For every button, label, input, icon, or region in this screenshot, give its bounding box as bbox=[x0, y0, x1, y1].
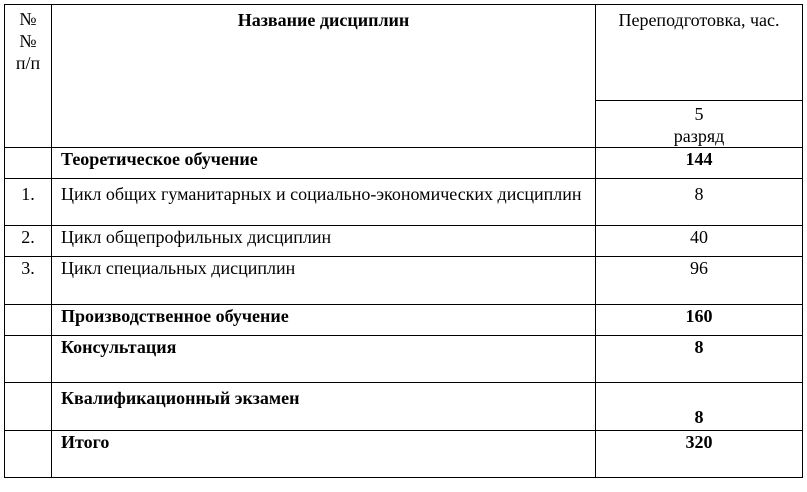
row-name: Итого bbox=[52, 431, 596, 478]
header-hours-label: Переподготовка, час. bbox=[618, 10, 780, 30]
table-row bbox=[5, 257, 803, 305]
row-number bbox=[5, 305, 52, 336]
row-name: Производственное обучение bbox=[52, 305, 596, 336]
row-number bbox=[5, 148, 52, 179]
row-number: 3. bbox=[5, 257, 52, 305]
table-row bbox=[5, 336, 803, 383]
row-hours: 320 bbox=[596, 431, 803, 478]
row-hours: 8 bbox=[596, 179, 803, 226]
row-number bbox=[5, 336, 52, 383]
row-name: Квалификационный экзамен bbox=[52, 383, 596, 431]
row-hours: 8 bbox=[596, 383, 803, 431]
header-number-cell bbox=[5, 5, 52, 148]
row-name: Теоретическое обучение bbox=[52, 148, 596, 179]
row-number bbox=[5, 431, 52, 478]
header-name-cell bbox=[52, 5, 596, 148]
row-hours: 40 bbox=[596, 226, 803, 257]
row-hours: 160 bbox=[596, 305, 803, 336]
row-number bbox=[5, 383, 52, 431]
curriculum-table bbox=[4, 4, 803, 478]
table-row bbox=[5, 305, 803, 336]
header-number-label: № № п/п bbox=[15, 9, 41, 73]
row-hours: 96 bbox=[596, 257, 803, 305]
row-name: Цикл специальных дисциплин bbox=[52, 257, 596, 305]
header-hours-cell bbox=[596, 5, 803, 101]
row-name: Цикл общих гуманитарных и социально-экономических дисциплин bbox=[52, 179, 596, 226]
row-hours: 144 bbox=[596, 148, 803, 179]
table-row bbox=[5, 179, 803, 226]
row-number: 1. bbox=[5, 179, 52, 226]
row-name: Консультация bbox=[52, 336, 596, 383]
table-row bbox=[5, 226, 803, 257]
table-header-row bbox=[5, 5, 803, 101]
table-row bbox=[5, 431, 803, 478]
header-name-label: Название дисциплин bbox=[237, 10, 410, 30]
table-row bbox=[5, 383, 803, 431]
table-row bbox=[5, 148, 803, 179]
row-hours: 8 bbox=[596, 336, 803, 383]
row-number: 2. bbox=[5, 226, 52, 257]
header-grade-label: 5 разряд bbox=[673, 104, 725, 146]
header-grade-cell bbox=[596, 101, 803, 148]
row-name: Цикл общепрофильных дисциплин bbox=[52, 226, 596, 257]
